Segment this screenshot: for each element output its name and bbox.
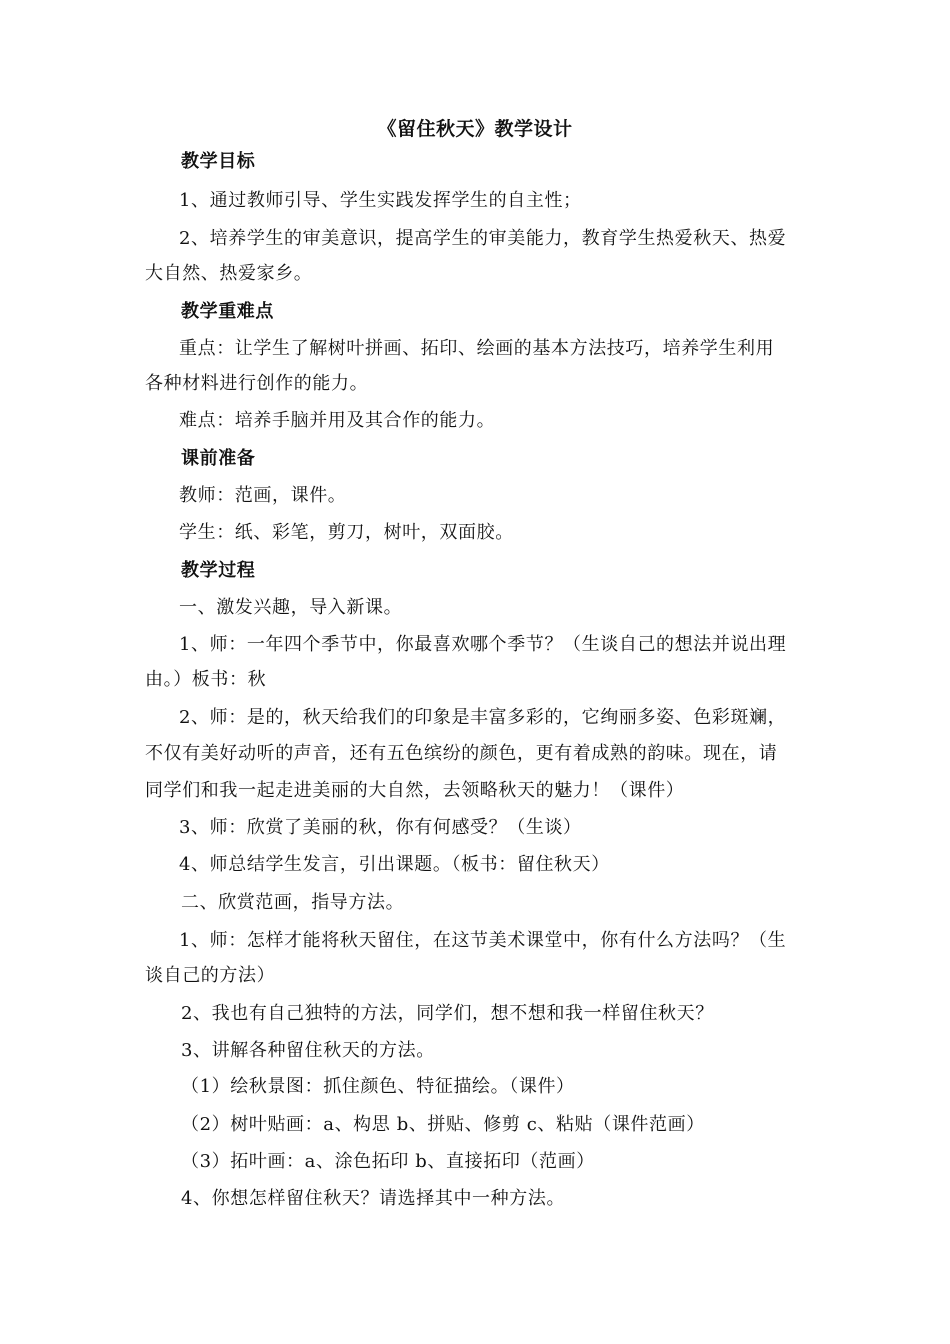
- paragraph-teacher-prep: 教师：范画，课件。: [179, 485, 347, 506]
- paragraph-p2-step-3: 3、讲解各种留住秋天的方法。: [181, 1040, 435, 1061]
- paragraph-objective-2-line-1: 2、培养学生的审美意识，提高学生的审美能力，教育学生热爱秋天、热爱: [179, 228, 787, 249]
- method-item-3: （3）拓叶画：a、涂色拓印 b、直接拓印（范画）: [181, 1151, 595, 1172]
- paragraph-p2-step-2: 2、我也有自己独特的方法，同学们，想不想和我一样留住秋天？: [181, 1003, 714, 1024]
- part-2-title: 二、欣赏范画，指导方法。: [181, 892, 405, 913]
- paragraph-objective-2-line-2: 大自然、热爱家乡。: [145, 263, 313, 284]
- paragraph-key-point-line-2: 各种材料进行创作的能力。: [145, 373, 369, 394]
- paragraph-p1-step-1-line-1: 1、师：一年四个季节中，你最喜欢哪个季节？（生谈自己的想法并说出理: [179, 634, 787, 655]
- paragraph-key-point-line-1: 重点：让学生了解树叶拼画、拓印、绘画的基本方法技巧，培养学生利用: [179, 338, 775, 359]
- paragraph-p1-step-1-line-2: 由。）板书：秋: [145, 669, 267, 690]
- section-heading-preparation: 课前准备: [181, 448, 256, 469]
- paragraph-p2-step-4: 4、你想怎样留住秋天？请选择其中一种方法。: [181, 1188, 566, 1209]
- method-item-1: （1）绘秋景图：抓住颜色、特征描绘。（课件）: [181, 1076, 575, 1097]
- part-1-title: 一、激发兴趣，导入新课。: [179, 597, 403, 618]
- section-heading-process: 教学过程: [181, 560, 256, 581]
- paragraph-p1-step-2-line-3: 同学们和我一起走进美丽的大自然，去领略秋天的魅力！（课件）: [145, 780, 685, 801]
- document-title: 《留住秋天》教学设计: [377, 118, 573, 140]
- method-item-2: （2）树叶贴画：a、构思 b、拼贴、修剪 c、粘贴（课件范画）: [181, 1114, 705, 1135]
- paragraph-student-prep: 学生：纸、彩笔，剪刀，树叶，双面胶。: [179, 522, 514, 543]
- paragraph-objective-1: 1、通过教师引导、学生实践发挥学生的自主性；: [179, 190, 582, 211]
- section-heading-objectives: 教学目标: [181, 151, 256, 172]
- paragraph-p1-step-3: 3、师：欣赏了美丽的秋，你有何感受？（生谈）: [179, 817, 582, 838]
- paragraph-p2-step-1-line-1: 1、师：怎样才能将秋天留住，在这节美术课堂中，你有什么方法吗？（生: [179, 930, 787, 951]
- paragraph-difficulty: 难点：培养手脑并用及其合作的能力。: [179, 410, 496, 431]
- paragraph-p1-step-4: 4、师总结学生发言，引出课题。（板书：留住秋天）: [179, 854, 610, 875]
- paragraph-p1-step-2-line-2: 不仅有美好动听的声音，还有五色缤纷的颜色，更有着成熟的韵味。现在，请: [145, 743, 778, 764]
- section-heading-key-points: 教学重难点: [181, 301, 274, 322]
- paragraph-p2-step-1-line-2: 谈自己的方法）: [145, 965, 276, 986]
- paragraph-p1-step-2-line-1: 2、师：是的，秋天给我们的印象是丰富多彩的，它绚丽多姿、色彩斑斓，: [179, 707, 787, 728]
